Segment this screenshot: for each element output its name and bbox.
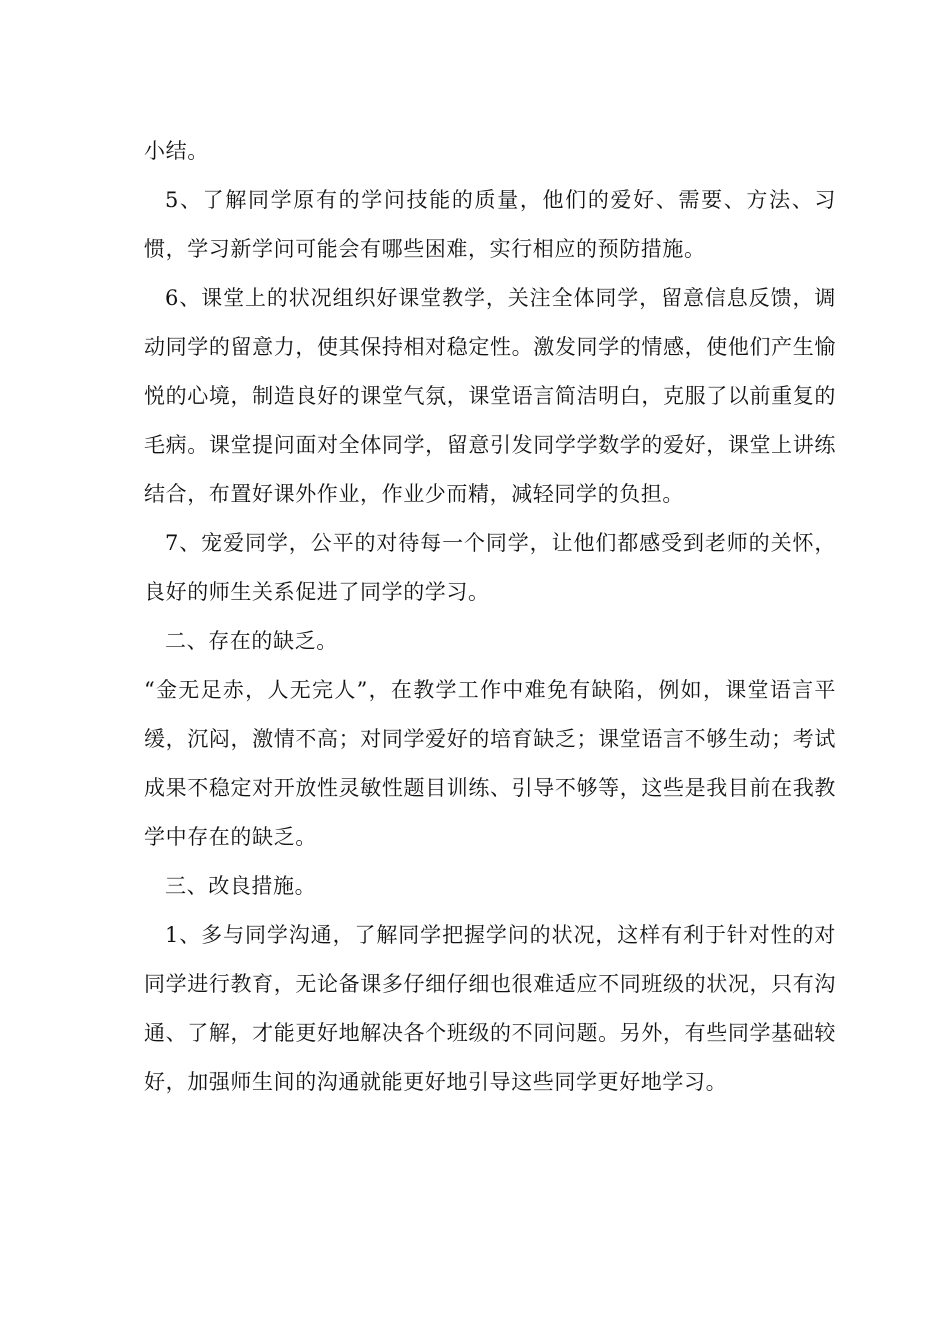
paragraph-item-6: 6、课堂上的状况组织好课堂教学，关注全体同学，留意信息反馈，调动同学的留意力，使其保持相对稳定性。激发同学的情感，使他们产生愉悦的心境，制造良好的课堂气氛，课堂语言简洁明白，克服了以前重复的毛病。课堂提问面对全体同学，留意引发同学学数学的爱好，课堂上讲练结合，布置好课外作业，作业少而精，减轻同学的负担。: [144, 286, 836, 506]
paragraph-item-7: 7、宠爱同学，公平的对待每一个同学，让他们都感受到老师的关怀，良好的师生关系促进了同学的学习。: [144, 531, 836, 604]
document-body: [144, 127, 836, 1107]
paragraph-shortcomings: “金无足赤，人无完人”，在教学工作中难免有缺陷，例如，课堂语言平缓，沉闷，激情不高；对同学爱好的培育缺乏；课堂语言不够生动；考试成果不稳定对开放性灵敏性题目训练、引导不够等，这些是我目前在我教学中存在的缺乏。: [144, 678, 836, 849]
paragraph-improvement-1: 1、多与同学沟通，了解同学把握学问的状况，这样有利于针对性的对同学进行教育，无论备课多仔细仔细也很难适应不同班级的状况，只有沟通、了解，才能更好地解决各个班级的不同问题。另外，有些同学基础较好，加强师生间的沟通就能更好地引导这些同学更好地学习。: [144, 923, 836, 1094]
section-heading-shortcomings: 二、存在的缺乏。: [165, 629, 338, 653]
paragraph-item-5: 5、了解同学原有的学问技能的质量，他们的爱好、需要、方法、习惯，学习新学问可能会有哪些困难，实行相应的预防措施。: [144, 188, 836, 261]
section-heading-improvements: 三、改良措施。: [165, 874, 317, 898]
paragraph-continuation: 小结。: [144, 139, 209, 163]
